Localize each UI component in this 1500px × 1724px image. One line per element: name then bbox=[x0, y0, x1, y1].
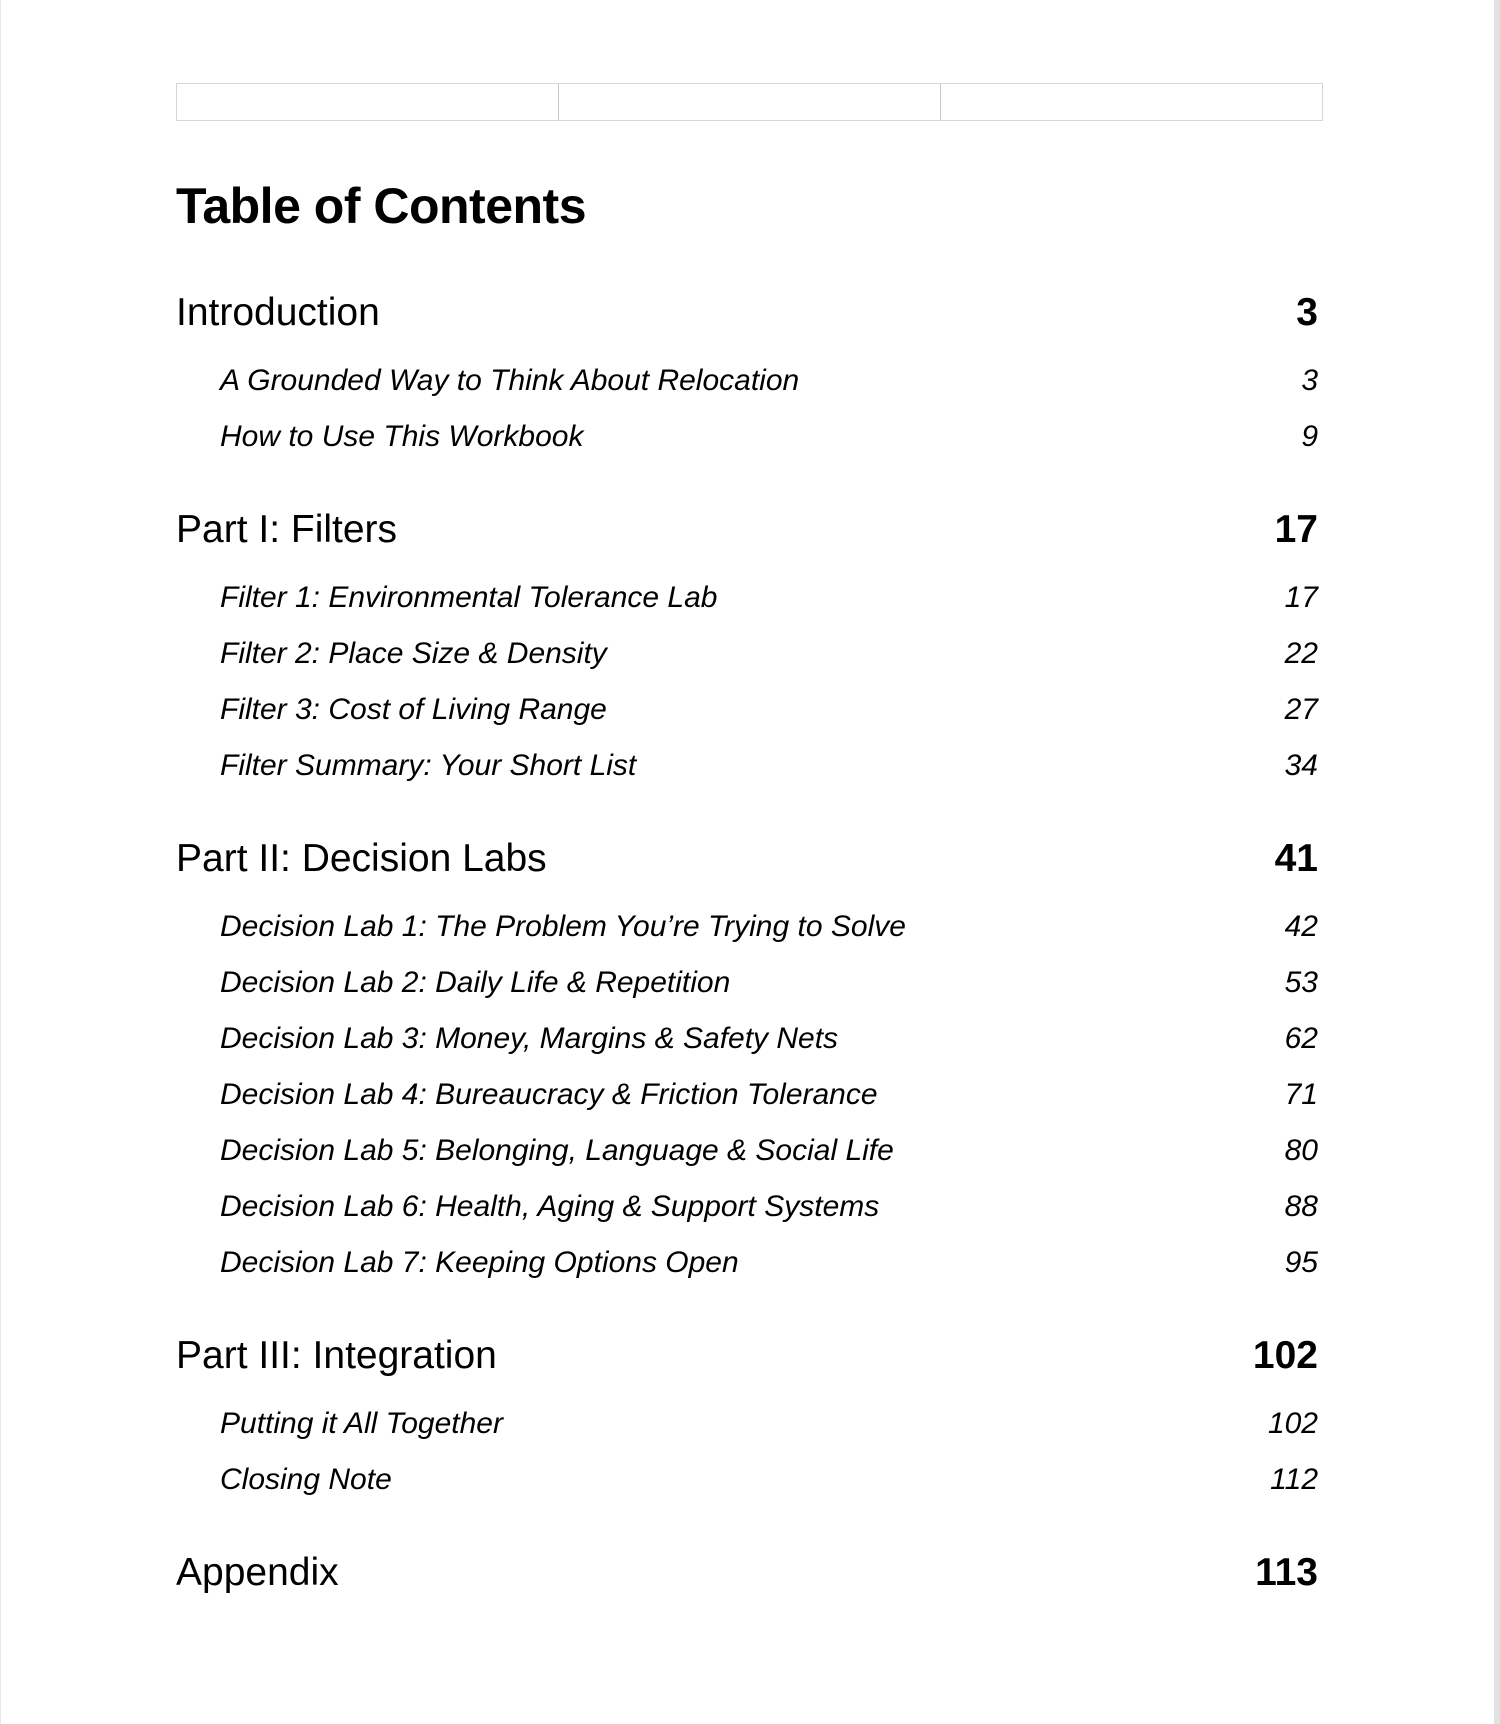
toc-heading-label: Appendix bbox=[176, 1551, 339, 1594]
toc-entry-label: Decision Lab 3: Money, Margins & Safety Nets bbox=[220, 1022, 839, 1055]
toc-section-heading[interactable] bbox=[176, 834, 1318, 884]
toc-section bbox=[176, 1331, 1318, 1508]
toc-heading-label: Part III: Integration bbox=[176, 1334, 497, 1377]
toc-section-heading[interactable] bbox=[176, 288, 1318, 338]
toc-heading-page: 41 bbox=[1274, 837, 1318, 880]
toc-entry-label: Filter 1: Environmental Tolerance Lab bbox=[220, 581, 718, 614]
toc-entry-page: 88 bbox=[1284, 1190, 1318, 1223]
toc-entry-page: 34 bbox=[1284, 749, 1318, 782]
toc-entry[interactable] bbox=[176, 1067, 1318, 1123]
toc-entries bbox=[176, 570, 1318, 794]
toc-heading-label: Part II: Decision Labs bbox=[176, 837, 547, 880]
toc-entry-page: 102 bbox=[1267, 1407, 1318, 1440]
toc-entry[interactable] bbox=[176, 1396, 1318, 1452]
toc-section-heading[interactable] bbox=[176, 1331, 1318, 1381]
toc-entry-page: 62 bbox=[1284, 1022, 1318, 1055]
toc-entries bbox=[176, 353, 1318, 465]
toc-section-heading[interactable] bbox=[176, 1548, 1318, 1598]
toc-entries bbox=[176, 1396, 1318, 1508]
header-table bbox=[176, 83, 1323, 121]
toc-entry[interactable] bbox=[176, 626, 1318, 682]
toc-entry[interactable] bbox=[176, 1179, 1318, 1235]
toc-entry-label: Putting it All Together bbox=[220, 1407, 503, 1440]
toc-entry[interactable] bbox=[176, 1011, 1318, 1067]
toc-entry[interactable] bbox=[176, 1452, 1318, 1508]
header-cell[interactable] bbox=[177, 84, 559, 120]
toc-entry-page: 27 bbox=[1284, 693, 1318, 726]
toc-entry-label: Filter 3: Cost of Living Range bbox=[220, 693, 607, 726]
toc-entries bbox=[176, 899, 1318, 1291]
toc-section-heading[interactable] bbox=[176, 505, 1318, 555]
toc-entry-label: Filter Summary: Your Short List bbox=[220, 749, 637, 782]
toc-section bbox=[176, 1548, 1318, 1598]
toc-heading-page: 113 bbox=[1255, 1551, 1318, 1594]
toc-section bbox=[176, 834, 1318, 1291]
toc-entry-page: 3 bbox=[1301, 364, 1318, 397]
toc-entry-page: 95 bbox=[1284, 1246, 1318, 1279]
toc-heading-page: 17 bbox=[1274, 508, 1318, 551]
page-edge-left bbox=[0, 0, 1, 1724]
toc-entry-label: Decision Lab 7: Keeping Options Open bbox=[220, 1246, 739, 1279]
toc-entry-label: Decision Lab 6: Health, Aging & Support Systems bbox=[220, 1190, 880, 1223]
toc-entry[interactable] bbox=[176, 955, 1318, 1011]
toc-entry-page: 17 bbox=[1284, 581, 1318, 614]
toc-entry-label: Decision Lab 2: Daily Life & Repetition bbox=[220, 966, 731, 999]
toc-heading-label: Introduction bbox=[176, 291, 380, 334]
toc-entry-page: 112 bbox=[1270, 1463, 1318, 1496]
toc-heading-page: 3 bbox=[1296, 291, 1318, 334]
toc-entry-label: How to Use This Workbook bbox=[220, 420, 584, 453]
toc-entry[interactable] bbox=[176, 738, 1318, 794]
toc-heading-label: Part I: Filters bbox=[176, 508, 398, 551]
toc-entry-page: 71 bbox=[1284, 1078, 1318, 1111]
toc-section bbox=[176, 505, 1318, 794]
toc-entry[interactable] bbox=[176, 899, 1318, 955]
header-cell[interactable] bbox=[941, 84, 1322, 120]
toc-heading-page: 102 bbox=[1252, 1334, 1318, 1377]
toc-entry-page: 22 bbox=[1284, 637, 1318, 670]
toc-entry[interactable] bbox=[176, 409, 1318, 465]
toc-entry-label: Filter 2: Place Size & Density bbox=[220, 637, 607, 670]
toc-entry[interactable] bbox=[176, 353, 1318, 409]
toc-entry[interactable] bbox=[176, 682, 1318, 738]
toc-entry[interactable] bbox=[176, 1123, 1318, 1179]
header-cell[interactable] bbox=[559, 84, 941, 120]
page-edge-right bbox=[1494, 0, 1500, 1724]
page-title: Table of Contents bbox=[176, 178, 587, 234]
toc-entry-label: Decision Lab 4: Bureaucracy & Friction Tolerance bbox=[220, 1078, 878, 1111]
toc-entry-label: Closing Note bbox=[220, 1463, 392, 1496]
toc-entry-label: Decision Lab 1: The Problem You’re Trying to Solve bbox=[220, 910, 906, 943]
toc-entry-label: A Grounded Way to Think About Relocation bbox=[220, 364, 800, 397]
toc-entry-page: 9 bbox=[1301, 420, 1318, 453]
toc-entry-page: 53 bbox=[1284, 966, 1318, 999]
toc-entry-label: Decision Lab 5: Belonging, Language & Social Life bbox=[220, 1134, 894, 1167]
toc-entry-page: 42 bbox=[1284, 910, 1318, 943]
toc-entry[interactable] bbox=[176, 570, 1318, 626]
toc-section bbox=[176, 288, 1318, 465]
toc-entry[interactable] bbox=[176, 1235, 1318, 1291]
toc-entry-page: 80 bbox=[1284, 1134, 1318, 1167]
table-of-contents bbox=[176, 288, 1318, 1638]
